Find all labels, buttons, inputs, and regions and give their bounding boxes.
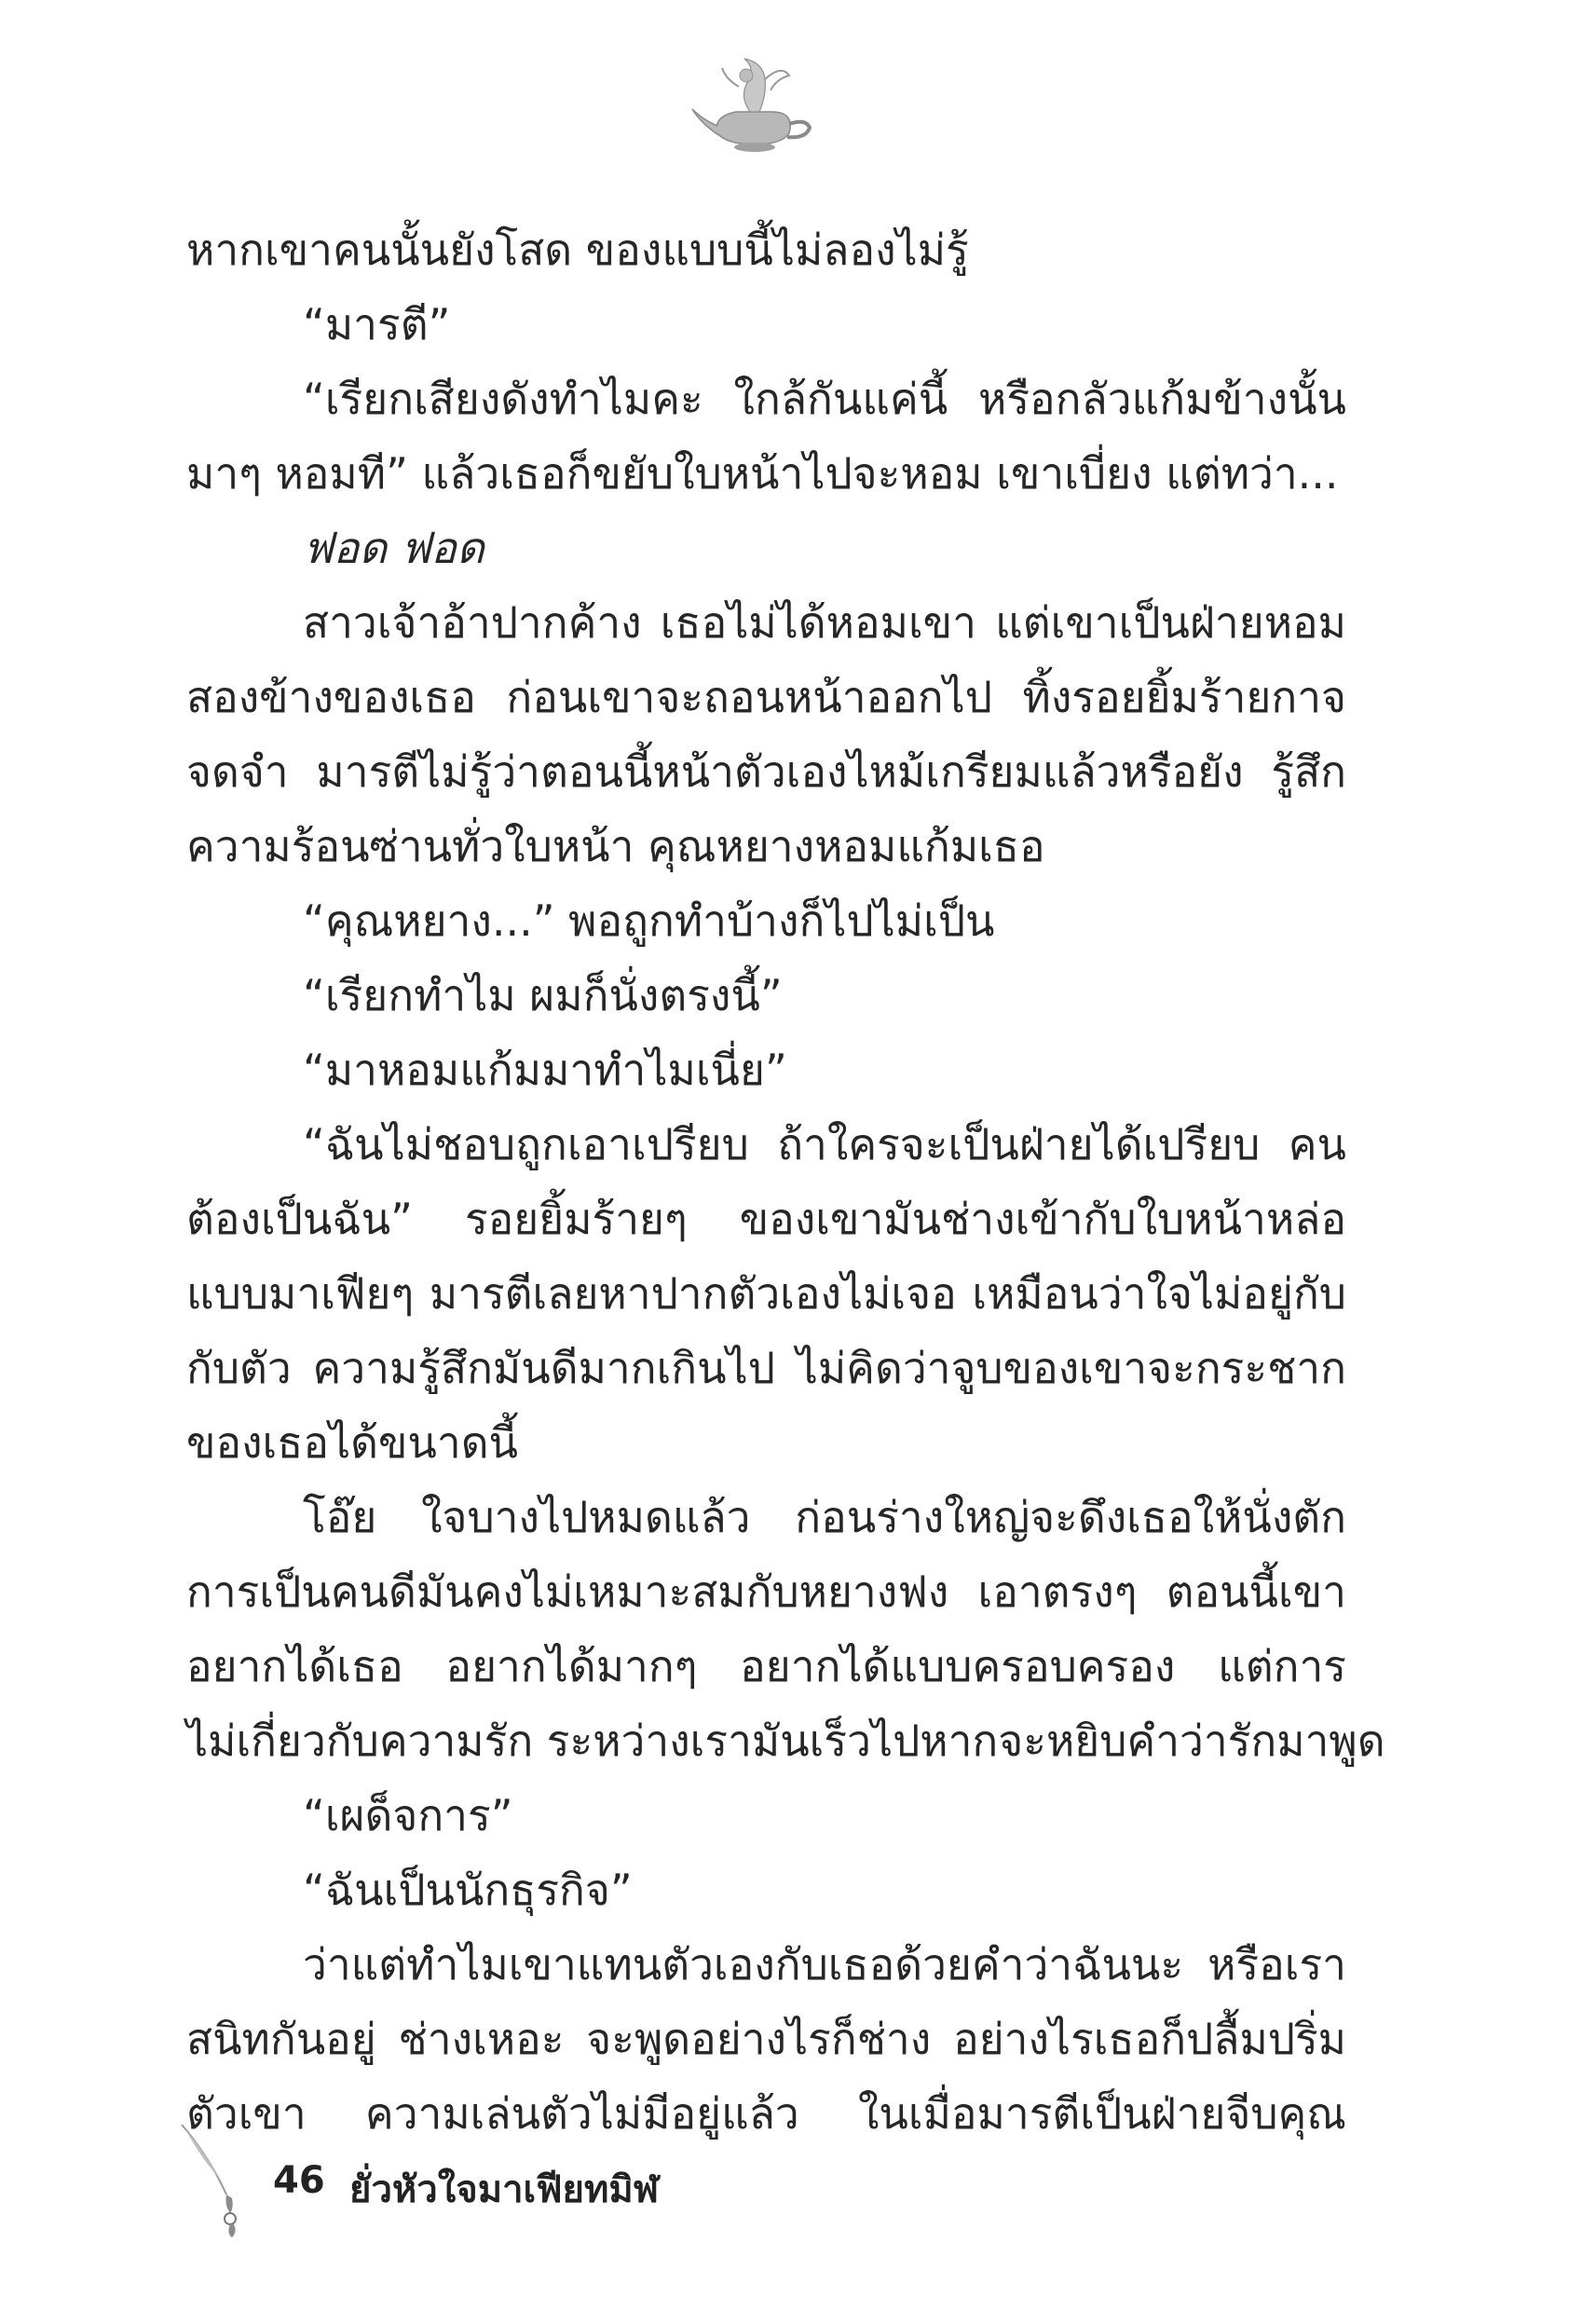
text-line: “เผด็จการ” [303, 1790, 513, 1840]
genie-lamp-icon [685, 51, 825, 158]
text-line: “เรียกทำไม ผมก็นั่งตรงนี้” [303, 970, 783, 1020]
page-footer [172, 2120, 731, 2241]
text-line: ว่าแต่ทำไมเขาแทนตัวเองกับเธอด้วยคำว่าฉันนะ หรือเรา [303, 1939, 1346, 1990]
text-line: การเป็นคนดีมันคงไม่เหมาะสมกับหยางฟง เอาตรงๆ ตอนนี้เขา [186, 1566, 1346, 1617]
text-line: สาวเจ้าอ้าปากค้าง เธอไม่ได้หอมเขา แต่เขาเป็นฝ่ายหอม [303, 597, 1346, 648]
text-line: ของเธอได้ขนาดนี้ [186, 1417, 519, 1468]
text-line: แบบมาเฟียๆ มารตีเลยหาปากตัวเองไม่เจอ เหมือนว่าใจไม่อยู่กับ [186, 1268, 1346, 1319]
text-line: โอ๊ย ใจบางไปหมดแล้ว ก่อนร่างใหญ่จะดึงเธอให้นั่งตัก [303, 1492, 1346, 1542]
text-line: “คุณหยาง...” พอถูกทำบ้างก็ไปไม่เป็น [303, 896, 995, 946]
text-line: “เรียกเสียงดังทำไมคะ ใกล้กันแค่นี้ หรือกลัวแก้มข้างนั้น [303, 374, 1346, 424]
text-line: กับตัว ความรู้สึกมันดีมากเกินไป ไม่คิดว่าจูบของเขาจะกระชาก [186, 1343, 1346, 1393]
text-line: ไม่เกี่ยวกับความรัก ระหว่างเรามันเร็วไปหากจะหยิบคำว่ารักมาพูด [186, 1716, 1385, 1766]
text-line: สนิทกันอยู่ ช่างเหอะ จะพูดอย่างไรก็ช่าง อย่างไรเธอก็ปลื้มปริ่ม [186, 2014, 1346, 2064]
text-line: อยากได้เธอ อยากได้มากๆ อยากได้แบบครอบครอง แต่การ [186, 1641, 1346, 1691]
text-line: ต้องเป็นฉัน” รอยยิ้มร้ายๆ ของเขามันช่างเข้ากับใบหน้าหล่อ [186, 1194, 1346, 1244]
text-line: มาๆ หอมที” แล้วเธอก็ขยับใบหน้าไปจะหอม เขาเบี่ยง แต่ทว่า... [186, 448, 1339, 499]
book-title: ยั่วหัวใจมาเฟียทมิฬ [349, 2168, 660, 2211]
text-line: “มาหอมแก้มมาทำไมเนี่ย” [303, 1045, 787, 1095]
text-line: ตัวเขา ความเล่นตัวไม่มีอยู่แล้ว ในเมื่อมารตีเป็นฝ่ายจีบคุณ [186, 2088, 1346, 2139]
text-line: หากเขาคนนั้นยังโสด ของแบบนี้ไม่ลองไม่รู้ [186, 225, 969, 275]
page-number: 46 [273, 2159, 325, 2202]
feather-pendant-icon [172, 2120, 256, 2241]
body-text [186, 212, 1385, 2151]
text-line: “มารตี” [303, 299, 451, 349]
text-line: จดจำ มารตีไม่รู้ว่าตอนนี้หน้าตัวเองไหม้เกรียมแล้วหรือยัง รู้สึก [186, 746, 1346, 797]
text-line: สองข้างของเธอ ก่อนเขาจะถอนหน้าออกไป ทิ้งรอยยิ้มร้ายกาจ [186, 672, 1346, 722]
text-line: “ฉันไม่ชอบถูกเอาเปรียบ ถ้าใครจะเป็นฝ่ายได้เปรียบ คน [303, 1119, 1346, 1169]
text-line: “ฉันเป็นนักธุรกิจ” [303, 1865, 633, 1915]
text-line: ฟอด ฟอด [303, 523, 484, 573]
text-line: ความร้อนซ่านทั่วใบหน้า คุณหยางหอมแก้มเธอ [186, 821, 1045, 871]
